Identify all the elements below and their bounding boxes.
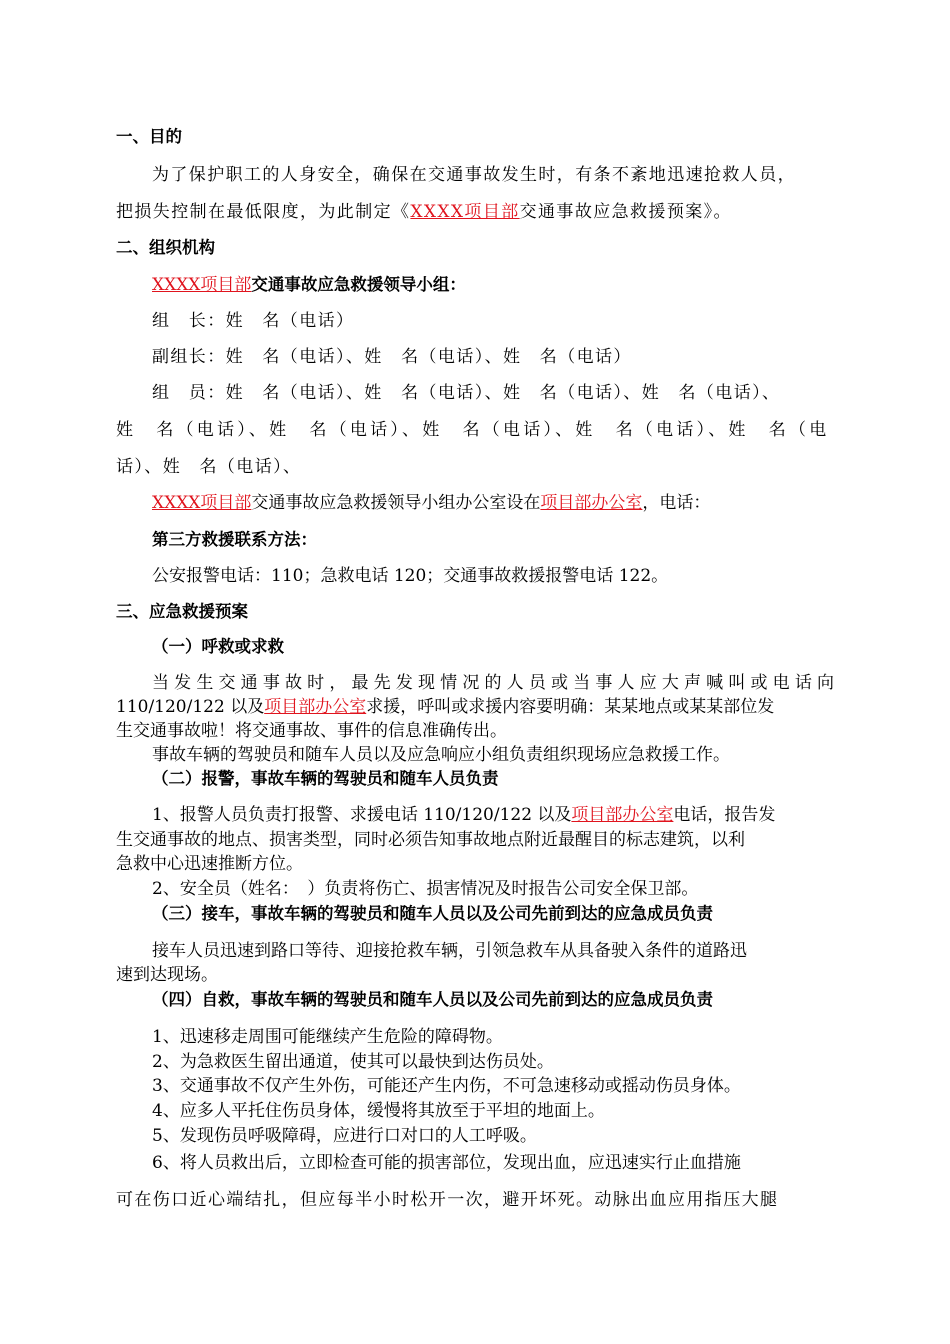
list-item-1: 1、迅速移走周围可能继续产生危险的障碍物。	[152, 1027, 503, 1047]
leader-group-title: XXXX项目部交通事故应急救援领导小组：	[152, 275, 466, 295]
s1-paragraph-line-1: 为了保护职工的人身安全，确保在交通事故发生时，有条不紊地迅速抢救人员，	[152, 165, 796, 185]
third-party-heading: 第三方救援联系方法：	[152, 530, 317, 549]
s3-p3-line-1: 接车人员迅速到路口等待、迎接抢救车辆，引领急救车从具备驶入条件的道路迅	[152, 941, 747, 961]
member-line-1: 组 员：姓 名（电话）、姓 名（电话）、姓 名（电话）、姓 名（电话）、	[152, 383, 781, 403]
s3-p3-line-2: 速到达现场。	[116, 965, 218, 985]
s3-p1-line-3: 生交通事故啦！将交通事故、事件的信息准确传出。	[116, 721, 507, 741]
project-office-link[interactable]: 项目部办公室	[264, 697, 367, 717]
s3-p2-line-1: 1、报警人员负责打报警、求援电话 110/120/122 以及项目部办公室电话，报告发	[152, 805, 776, 825]
emergency-phones-line: 公安报警电话：110；急救电话 120；交通事故救援报警电话 122。	[152, 566, 669, 586]
project-name-link[interactable]: XXXX项目部	[152, 275, 252, 295]
office-line: XXXX项目部交通事故应急救援领导小组办公室设在项目部办公室，电话：	[152, 493, 711, 513]
list-item-6: 6、将人员救出后，立即检查可能的损害部位，发现出血，应迅速实行止血措施	[152, 1153, 741, 1173]
deputy-leader-line: 副组长：姓 名（电话）、姓 名（电话）、姓 名（电话）	[152, 347, 632, 367]
subsection-4-heading: （四）自救，事故车辆的驾驶员和随车人员以及公司先前到达的应急成员负责	[152, 990, 713, 1009]
s3-p1-line-4: 事故车辆的驾驶员和随车人员以及应急响应小组负责组织现场应急救援工作。	[152, 745, 730, 765]
list-item-3: 3、交通事故不仅产生外伤，可能还产生内伤，不可急速移动或摇动伤员身体。	[152, 1076, 741, 1096]
s3-p1-line-2: 110/120/122 以及项目部办公室求援，呼叫或求援内容要明确：某某地点或某某部位发	[116, 697, 775, 717]
s3-p2-line-2: 生交通事故的地点、损害类型，同时必须告知事故地点附近最醒目的标志建筑，以利	[116, 830, 745, 850]
s3-p2-line-3: 急救中心迅速推断方位。	[116, 854, 303, 874]
list-item-4: 4、应多人平托住伤员身体，缓慢将其放至于平坦的地面上。	[152, 1101, 605, 1121]
member-line-2: 姓 名（电话）、姓 名（电话）、姓 名（电话）、姓 名（电话）、姓 名（电	[116, 420, 830, 440]
list-item-5: 5、发现伤员呼吸障碍，应进行口对口的人工呼吸。	[152, 1126, 537, 1146]
s3-p1-line-1: 当发生交通事故时，最先发现情况的人员或当事人应大声喊叫或电话向	[152, 673, 834, 693]
list-item-2: 2、为急救医生留出通道，使其可以最快到达伤员处。	[152, 1052, 554, 1072]
section-1-heading: 一、目的	[116, 127, 182, 146]
group-leader-line: 组 长：姓 名（电话）	[152, 311, 355, 331]
subsection-2-heading: （二）报警，事故车辆的驾驶员和随车人员负责	[152, 769, 499, 788]
member-line-3: 话）、姓 名（电话）、	[116, 457, 302, 477]
project-name-link[interactable]: XXXX项目部	[410, 202, 520, 222]
project-office-link[interactable]: 项目部办公室	[571, 805, 674, 825]
s1-paragraph-line-2: 把损失控制在最低限度，为此制定《XXXX项目部交通事故应急救援预案》。	[116, 202, 732, 222]
subsection-3-heading: （三）接车，事故车辆的驾驶员和随车人员以及公司先前到达的应急成员负责	[152, 904, 713, 923]
s3-p2-line-4: 2、安全员（姓名： ）负责将伤亡、损害情况及时报告公司安全保卫部。	[152, 879, 699, 899]
section-3-heading: 三、应急救援预案	[116, 602, 248, 621]
list-item-6-continued: 可在伤口近心端结扎，但应每半小时松开一次，避开坏死。动脉出血应用指压大腿	[116, 1190, 779, 1210]
project-name-link[interactable]: XXXX项目部	[152, 493, 252, 513]
project-office-link[interactable]: 项目部办公室	[540, 493, 643, 513]
section-2-heading: 二、组织机构	[116, 238, 215, 257]
subsection-1-heading: （一）呼救或求救	[152, 637, 284, 656]
